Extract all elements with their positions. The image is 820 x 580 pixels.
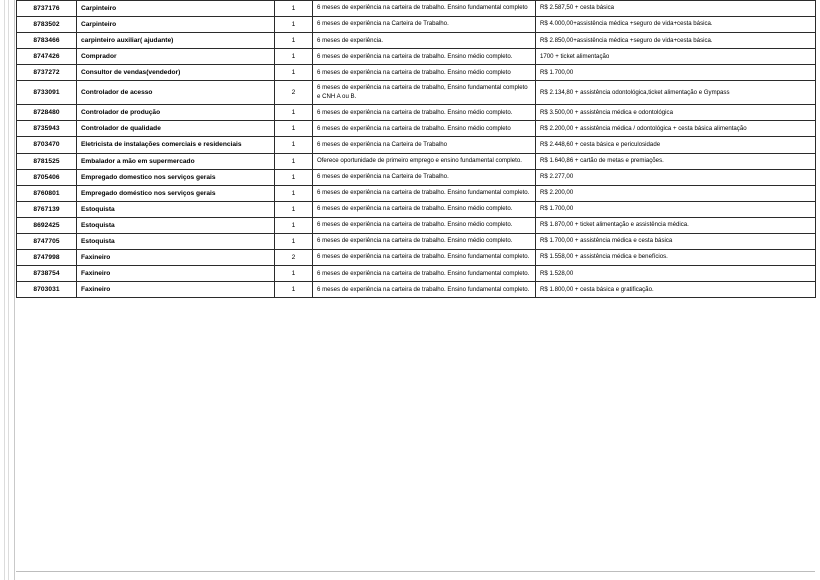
cell-requirements: 6 meses de experiência na carteira de trabalho. Ensino médio completo. <box>313 234 536 250</box>
gutter-rule-2 <box>8 0 9 580</box>
cell-requirements: 6 meses de experiência. <box>313 33 536 49</box>
cell-job-title: Carpinteiro <box>77 1 275 17</box>
cell-requirements: 6 meses de experiência na carteira de trabalho. Ensino fundamental completo. <box>313 282 536 298</box>
cell-code: 8783502 <box>17 17 77 33</box>
cell-quantity: 1 <box>275 65 313 81</box>
cell-salary-benefits: R$ 4.000,00+assistência médica +seguro de vida+cesta básica. <box>536 17 816 33</box>
cell-code: 8781525 <box>17 153 77 169</box>
cell-job-title: Carpinteiro <box>77 17 275 33</box>
cell-code: 8760801 <box>17 185 77 201</box>
gutter-rule-1 <box>4 0 5 580</box>
cell-requirements: 6 meses de experiência na carteira de trabalho, Ensino fundamental completo e CNH A ou B. <box>313 81 536 105</box>
vacancy-table-body <box>17 1 816 298</box>
cell-requirements: 6 meses de experiência na carteira de trabalho. Ensino médio completo <box>313 121 536 137</box>
cell-job-title: Faxineiro <box>77 282 275 298</box>
cell-code: 8692425 <box>17 217 77 233</box>
cell-code: 8747426 <box>17 49 77 65</box>
table-bottom-edge <box>16 571 815 572</box>
cell-job-title: Embalador a mão em supermercado <box>77 153 275 169</box>
cell-requirements: 6 meses de experiência na carteira de trabalho. Ensino médio completo. <box>313 201 536 217</box>
cell-job-title: Faxineiro <box>77 250 275 266</box>
cell-job-title: Estoquista <box>77 217 275 233</box>
cell-job-title: Controlador de acesso <box>77 81 275 105</box>
cell-salary-benefits: R$ 1.640,86 + cartão de metas e premiações. <box>536 153 816 169</box>
cell-quantity: 1 <box>275 17 313 33</box>
table-row <box>17 266 816 282</box>
cell-code: 8705406 <box>17 169 77 185</box>
cell-quantity: 1 <box>275 185 313 201</box>
cell-requirements: 6 meses de experiência na carteira de trabalho. Ensino médio completo. <box>313 217 536 233</box>
cell-requirements: 6 meses de experiência na carteira de trabalho. Ensino fundamental completo. <box>313 185 536 201</box>
cell-job-title: Controlador de qualidade <box>77 121 275 137</box>
cell-code: 8747705 <box>17 234 77 250</box>
cell-quantity: 1 <box>275 105 313 121</box>
cell-quantity: 1 <box>275 217 313 233</box>
cell-requirements: 6 meses de experiência na carteira de trabalho. Ensino fundamental completo <box>313 1 536 17</box>
cell-job-title: Eletricista de instalações comerciais e residenciais <box>77 137 275 153</box>
cell-quantity: 1 <box>275 201 313 217</box>
vacancy-table <box>16 0 816 298</box>
cell-job-title: Estoquista <box>77 201 275 217</box>
cell-salary-benefits: R$ 2.134,80 + assistência odontológica,ticket alimentação e Gympass <box>536 81 816 105</box>
cell-code: 8728480 <box>17 105 77 121</box>
cell-salary-benefits: R$ 1.528,00 <box>536 266 816 282</box>
cell-job-title: Consultor de vendas(vendedor) <box>77 65 275 81</box>
cell-job-title: Estoquista <box>77 234 275 250</box>
table-row <box>17 185 816 201</box>
cell-quantity: 1 <box>275 1 313 17</box>
cell-code: 8733091 <box>17 81 77 105</box>
cell-job-title: Comprador <box>77 49 275 65</box>
cell-job-title: Faxineiro <box>77 266 275 282</box>
table-row <box>17 201 816 217</box>
cell-requirements: 6 meses de experiência na carteira de trabalho. Ensino fundamental completo. <box>313 266 536 282</box>
cell-quantity: 1 <box>275 121 313 137</box>
table-row <box>17 17 816 33</box>
table-row <box>17 105 816 121</box>
cell-quantity: 1 <box>275 137 313 153</box>
cell-requirements: 6 meses de experiência na carteira de trabalho. Ensino médio completo <box>313 65 536 81</box>
cell-quantity: 2 <box>275 250 313 266</box>
cell-requirements: 6 meses de experiência na carteira de trabalho. Ensino médio completo. <box>313 105 536 121</box>
cell-code: 8703470 <box>17 137 77 153</box>
cell-job-title: Empregado domestico nos serviços gerais <box>77 169 275 185</box>
table-row <box>17 282 816 298</box>
page-left-gutter <box>0 0 15 580</box>
cell-salary-benefits: R$ 2.448,60 + cesta básica e periculosidade <box>536 137 816 153</box>
cell-quantity: 2 <box>275 81 313 105</box>
cell-quantity: 1 <box>275 169 313 185</box>
cell-requirements: 6 meses de experiência na carteira de trabalho. Ensino médio completo. <box>313 49 536 65</box>
cell-requirements: 6 meses de experiência na Carteira de Trabalho. <box>313 17 536 33</box>
cell-job-title: carpinteiro auxiliar( ajudante) <box>77 33 275 49</box>
cell-requirements: 6 meses de experiência na carteira de trabalho. Ensino fundamental completo. <box>313 250 536 266</box>
table-row <box>17 234 816 250</box>
table-row <box>17 137 816 153</box>
cell-salary-benefits: R$ 1.700,00 <box>536 65 816 81</box>
table-row <box>17 33 816 49</box>
table-row <box>17 153 816 169</box>
cell-salary-benefits: R$ 1.558,00 + assistência médica e benefícios. <box>536 250 816 266</box>
cell-salary-benefits: R$ 1.800,00 + cesta básica e gratificação. <box>536 282 816 298</box>
vacancy-table-container <box>16 0 815 298</box>
cell-salary-benefits: 1700 + ticket alimentação <box>536 49 816 65</box>
cell-requirements: 6 meses de experiência na Carteira de Trabalho. <box>313 169 536 185</box>
cell-salary-benefits: R$ 1.700,00 <box>536 201 816 217</box>
table-row <box>17 121 816 137</box>
cell-code: 8767139 <box>17 201 77 217</box>
table-row <box>17 81 816 105</box>
cell-salary-benefits: R$ 2.587,50 + cesta básica <box>536 1 816 17</box>
cell-quantity: 1 <box>275 234 313 250</box>
cell-requirements: 6 meses de experiência na Carteira de Trabalho <box>313 137 536 153</box>
table-row <box>17 1 816 17</box>
cell-code: 8737176 <box>17 1 77 17</box>
cell-salary-benefits: R$ 2.200,00 + assistência médica / odontológica + cesta básica alimentação <box>536 121 816 137</box>
table-row <box>17 169 816 185</box>
table-row <box>17 49 816 65</box>
table-row <box>17 250 816 266</box>
cell-code: 8783466 <box>17 33 77 49</box>
cell-quantity: 1 <box>275 33 313 49</box>
cell-salary-benefits: R$ 2.200,00 <box>536 185 816 201</box>
cell-code: 8747998 <box>17 250 77 266</box>
cell-salary-benefits: R$ 3.500,00 + assistência médica e odontológica <box>536 105 816 121</box>
cell-quantity: 1 <box>275 49 313 65</box>
cell-job-title: Empregado doméstico nos serviços gerais <box>77 185 275 201</box>
cell-job-title: Controlador de produção <box>77 105 275 121</box>
cell-requirements: Oferece oportunidade de primeiro emprego e ensino fundamental completo. <box>313 153 536 169</box>
cell-salary-benefits: R$ 2.850,00+assistência médica +seguro de vida+cesta básica. <box>536 33 816 49</box>
cell-code: 8703031 <box>17 282 77 298</box>
cell-quantity: 1 <box>275 266 313 282</box>
cell-quantity: 1 <box>275 282 313 298</box>
cell-code: 8738754 <box>17 266 77 282</box>
cell-salary-benefits: R$ 1.700,00 + assistência médica e cesta básica <box>536 234 816 250</box>
cell-salary-benefits: R$ 2.277,00 <box>536 169 816 185</box>
cell-quantity: 1 <box>275 153 313 169</box>
cell-salary-benefits: R$ 1.870,00 + ticket alimentação e assistência médica. <box>536 217 816 233</box>
table-row <box>17 217 816 233</box>
table-row <box>17 65 816 81</box>
cell-code: 8735943 <box>17 121 77 137</box>
cell-code: 8737272 <box>17 65 77 81</box>
